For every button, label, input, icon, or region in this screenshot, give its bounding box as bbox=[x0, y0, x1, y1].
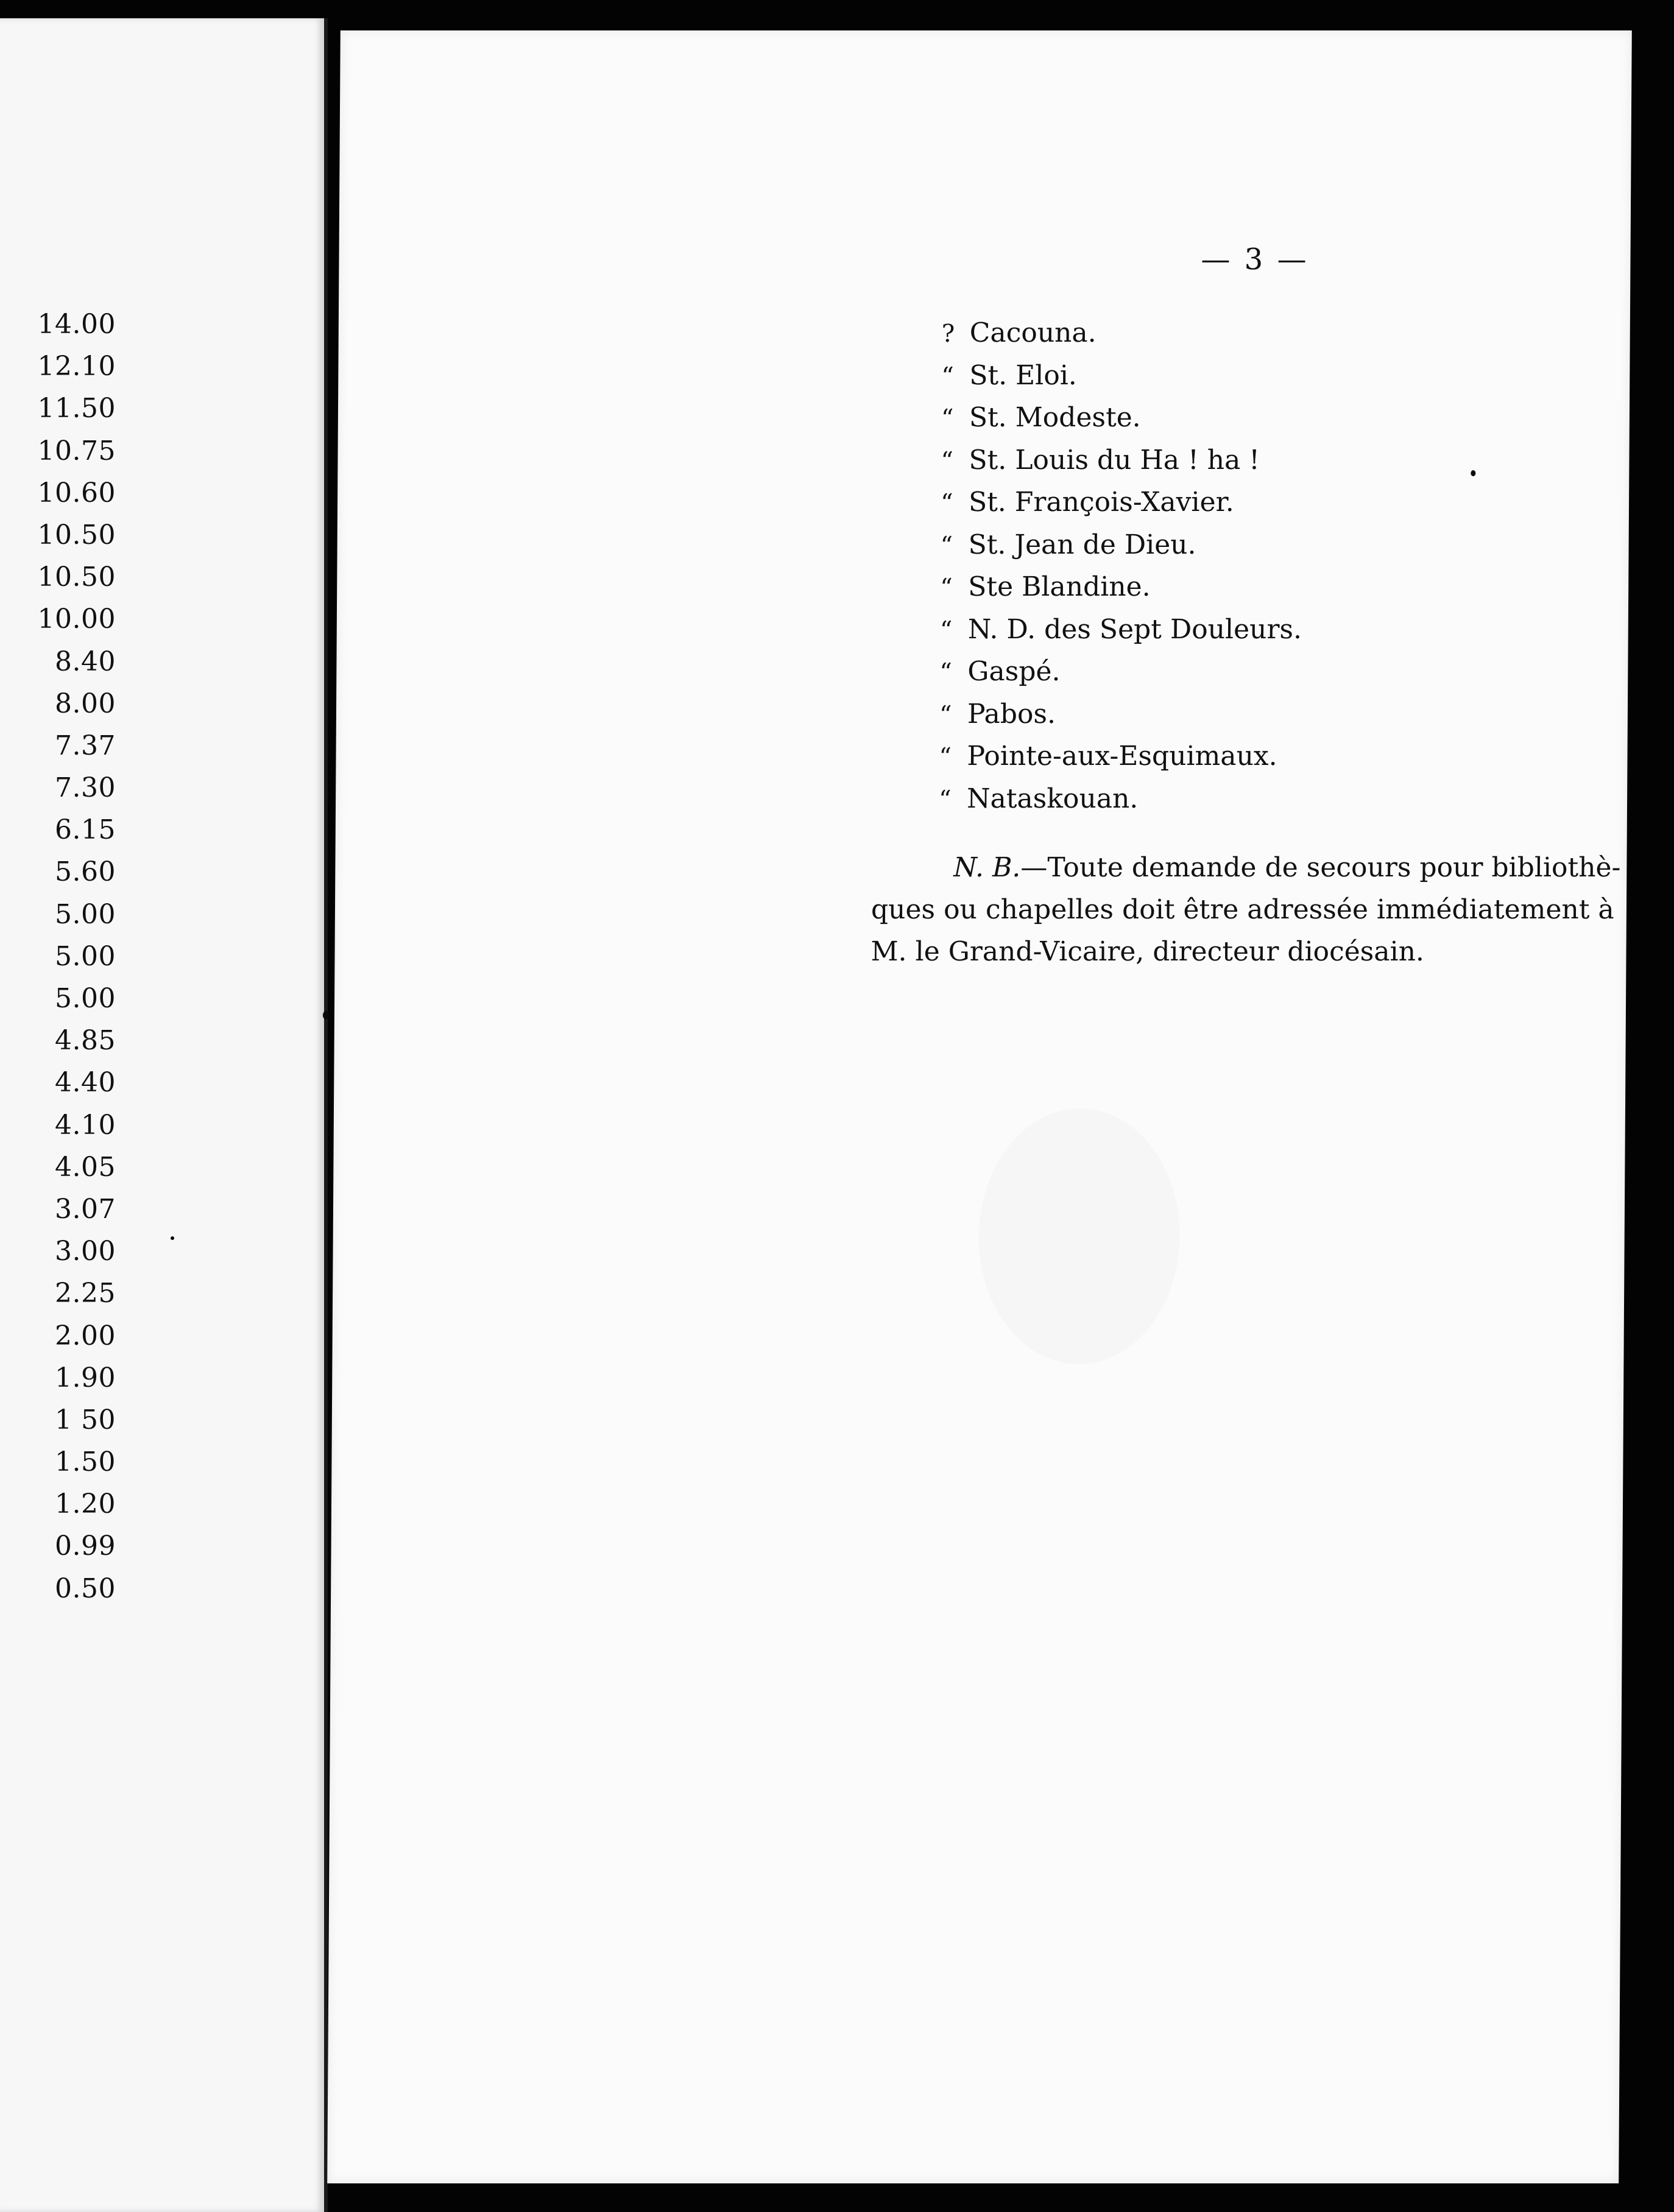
parish-name: St. Louis du Ha ! ha ! bbox=[969, 444, 1260, 476]
amount-item: 1 50 bbox=[55, 1404, 116, 1435]
parish-list bbox=[939, 312, 1304, 820]
amount-item: 10.60 bbox=[37, 477, 116, 509]
parish-name: St. François-Xavier. bbox=[968, 487, 1234, 518]
amount-item: 3.07 bbox=[55, 1193, 116, 1225]
amount-item: 5.00 bbox=[55, 940, 116, 972]
ditto-mark: “ bbox=[941, 446, 954, 475]
amount-item: 1.90 bbox=[55, 1362, 116, 1393]
parish-name: Nataskouan. bbox=[966, 783, 1139, 814]
ditto-mark: “ bbox=[938, 785, 952, 814]
parish-name: N. D. des Sept Douleurs. bbox=[967, 613, 1302, 645]
ditto-mark: ? bbox=[941, 320, 955, 348]
parish-name: Ste Blandine. bbox=[968, 571, 1151, 602]
right-page bbox=[327, 30, 1632, 2183]
amount-item: 3.00 bbox=[55, 1236, 116, 1267]
amount-item: 0.99 bbox=[55, 1530, 116, 1562]
parish-item bbox=[941, 396, 1304, 439]
amount-item: 4.85 bbox=[55, 1025, 116, 1057]
parish-item bbox=[939, 693, 1302, 736]
amount-item: 12.10 bbox=[37, 351, 116, 382]
ditto-mark: “ bbox=[939, 658, 952, 686]
parish-item bbox=[939, 650, 1302, 693]
amount-item: 10.50 bbox=[37, 519, 116, 551]
parish-item bbox=[941, 481, 1303, 524]
ditto-mark: “ bbox=[941, 362, 954, 390]
amount-item: 7.30 bbox=[55, 772, 116, 804]
parish-item bbox=[941, 439, 1303, 482]
parish-name: Gaspé. bbox=[967, 656, 1061, 687]
parish-name: St. Jean de Dieu. bbox=[968, 529, 1196, 560]
ditto-mark: “ bbox=[940, 574, 953, 602]
page-number: — 3 — bbox=[1201, 242, 1309, 276]
ink-speck bbox=[171, 1236, 174, 1240]
parish-name: St. Eloi. bbox=[969, 359, 1078, 391]
amount-item: 8.40 bbox=[55, 646, 116, 677]
amount-item: 4.05 bbox=[55, 1151, 116, 1183]
amount-item: 11.50 bbox=[37, 393, 116, 424]
amount-item: 1.20 bbox=[55, 1488, 116, 1520]
ditto-mark: “ bbox=[939, 743, 952, 771]
parish-item bbox=[941, 354, 1304, 397]
ditto-mark: “ bbox=[940, 489, 953, 517]
note-line-1 bbox=[871, 847, 1674, 889]
ditto-mark: “ bbox=[939, 700, 952, 729]
amount-item: 5.60 bbox=[55, 856, 116, 888]
amount-item: 0.50 bbox=[55, 1573, 116, 1604]
amount-item: 5.00 bbox=[55, 983, 116, 1014]
parish-item bbox=[942, 312, 1304, 354]
amount-item: 4.10 bbox=[55, 1109, 116, 1141]
parish-item bbox=[940, 608, 1302, 651]
ditto-mark: “ bbox=[940, 531, 953, 560]
amount-item: 8.00 bbox=[55, 688, 116, 719]
parish-item bbox=[939, 735, 1301, 778]
amount-item: 14.00 bbox=[37, 309, 116, 340]
amount-item: 2.00 bbox=[55, 1320, 116, 1351]
amount-item: 10.75 bbox=[37, 435, 116, 467]
amount-item: 7.37 bbox=[55, 730, 116, 761]
amount-item: 1.50 bbox=[55, 1446, 116, 1478]
ditto-mark: “ bbox=[939, 616, 953, 644]
left-page bbox=[0, 18, 328, 2212]
nb-note bbox=[871, 847, 1674, 973]
note-line-3: M. le Grand-Vicaire, directeur diocésain. bbox=[871, 936, 1425, 967]
amount-item: 5.00 bbox=[55, 898, 116, 930]
parish-item bbox=[939, 778, 1301, 820]
ink-speck bbox=[323, 1011, 329, 1020]
parish-item bbox=[940, 566, 1302, 608]
ink-speck bbox=[1471, 470, 1475, 476]
ditto-mark: “ bbox=[941, 404, 954, 432]
parish-name: Pointe-aux-Esquimaux. bbox=[967, 741, 1277, 772]
parish-item bbox=[940, 524, 1302, 566]
note-line-1-text: —Toute demande de secours pour bibliothè- bbox=[1020, 852, 1621, 883]
parish-name: St. Modeste. bbox=[969, 402, 1141, 433]
parish-name: Cacouna. bbox=[969, 317, 1097, 348]
amount-item: 6.15 bbox=[55, 814, 116, 846]
amount-item: 2.25 bbox=[55, 1278, 116, 1309]
amount-item: 10.50 bbox=[37, 562, 116, 593]
amount-item: 10.00 bbox=[37, 604, 116, 635]
note-line-2: ques ou chapelles doit être adressée immédiatement à bbox=[871, 894, 1614, 925]
note-lead: N. B. bbox=[953, 852, 1021, 883]
parish-name: Pabos. bbox=[967, 698, 1056, 730]
amount-item: 4.40 bbox=[55, 1067, 116, 1099]
amount-list bbox=[24, 303, 116, 1610]
paper-stain bbox=[978, 1108, 1181, 1364]
